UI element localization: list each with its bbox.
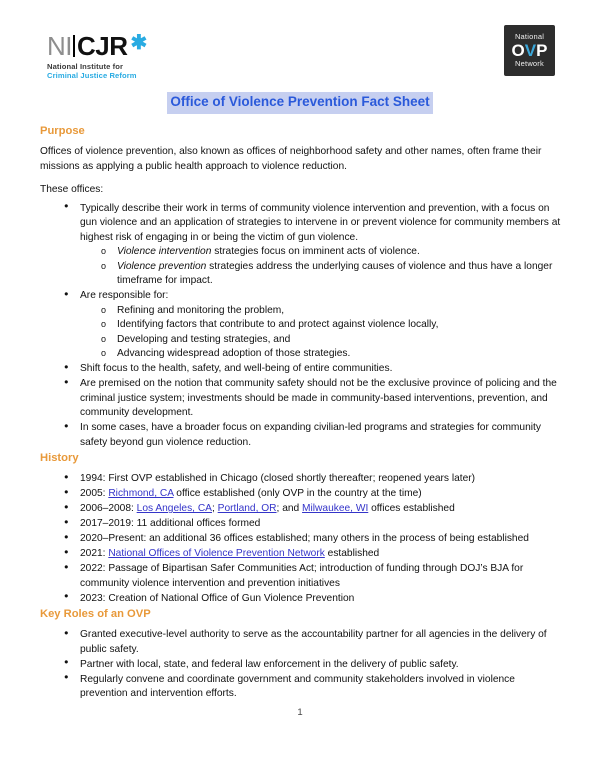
- history-sep-2: ; and: [276, 503, 303, 515]
- violence-intervention-term: Violence intervention: [117, 246, 212, 258]
- list-item: [63, 487, 564, 501]
- ovp-logo-line1: National: [514, 32, 545, 41]
- ovp-logo-o: O: [511, 40, 525, 60]
- list-item: ● 2020–Present: an additional 36 offices established; many others in the process of being established: [63, 532, 564, 546]
- document-title-container: [0, 92, 600, 114]
- list-item: [100, 260, 564, 289]
- nicjr-logo: [47, 33, 197, 80]
- document-header: [0, 0, 600, 78]
- ovp-logo-v: V: [524, 40, 537, 60]
- list-item: [63, 547, 564, 561]
- purpose-lead-in: These offices:: [40, 184, 104, 196]
- list-item: ● 1994: First OVP established in Chicago (closed shortly thereafter; reopened years later): [63, 472, 564, 486]
- list-item: [100, 245, 564, 259]
- ovp-logo-acronym: [504, 42, 555, 60]
- nicjr-divider-bar: [73, 35, 75, 57]
- list-item: [63, 289, 564, 361]
- section-heading-key-roles: Key Roles of an OVP: [40, 607, 151, 620]
- list-item: o Advancing widespread adoption of those strategies.: [100, 347, 564, 361]
- link-richmond-ca[interactable]: Richmond, CA: [108, 488, 174, 500]
- section-heading-history: History: [40, 451, 79, 464]
- violence-prevention-term: Violence prevention: [117, 260, 207, 272]
- history-2006-suffix: offices established: [368, 503, 455, 515]
- page-title: Office of Violence Prevention Fact Sheet: [167, 92, 432, 114]
- national-ovp-network-logo: [504, 25, 555, 76]
- key-roles-bullet-list: [40, 628, 564, 701]
- list-item: ● Are premised on the notion that community safety should not be the exclusive province of policing and the criminal justice system; investments should be made in community-based interventions, prevention, and community development.: [63, 377, 564, 420]
- violence-prevention-desc: strategies address the underlying causes of violence and thus have a longer timeframe for impact.: [117, 260, 553, 287]
- history-sep-1: ;: [211, 503, 218, 515]
- page-number: 1: [297, 707, 303, 718]
- list-item: ● Granted executive-level authority to serve as the accountability partner for all agencies in the delivery of public safety.: [63, 628, 564, 657]
- document-body: [0, 124, 600, 702]
- list-item: ● 2017–2019: 11 additional offices formed: [63, 517, 564, 531]
- link-national-ovp-network[interactable]: National Offices of Violence Prevention Network: [108, 548, 325, 560]
- list-item: ● In some cases, have a broader focus on expanding civilian-led programs and strategies for community safety beyond gun violence reduction.: [63, 421, 564, 450]
- history-2005-prefix: 2005:: [80, 488, 109, 500]
- list-item: [63, 502, 564, 516]
- list-item: [63, 202, 564, 289]
- purpose-intro-paragraph: Offices of violence prevention, also known as offices of neighborhood safety and other names, often frame their missions as applying a public health approach to violence reduction.: [40, 146, 542, 172]
- list-item: o Developing and testing strategies, and: [100, 333, 564, 347]
- nicjr-ni-text: NI: [47, 31, 72, 61]
- purpose-sublist-2: [80, 304, 564, 362]
- ovp-logo-p: P: [536, 40, 548, 60]
- purpose-bullet-list: [40, 202, 564, 450]
- nicjr-wordmark: [47, 33, 197, 59]
- link-portland-or[interactable]: Portland, OR: [217, 503, 277, 515]
- list-item: ● 2023: Creation of National Office of Gun Violence Prevention: [63, 592, 564, 606]
- nicjr-tagline-line1: National Institute for: [47, 62, 124, 71]
- link-milwaukee-wi[interactable]: Milwaukee, WI: [302, 503, 369, 515]
- history-2021-prefix: 2021:: [80, 548, 109, 560]
- list-item: o Identifying factors that contribute to and protect against violence locally,: [100, 318, 564, 332]
- list-item: o Refining and monitoring the problem,: [100, 304, 564, 318]
- purpose-sublist-1: [80, 245, 564, 288]
- history-bullet-list: [40, 472, 564, 606]
- list-item: ● Regularly convene and coordinate government and community stakeholders involved in violence prevention and intervention efforts.: [63, 673, 564, 702]
- history-2006-prefix: 2006–2008:: [80, 503, 137, 515]
- section-heading-purpose: Purpose: [40, 124, 85, 137]
- star-icon: ✱: [130, 32, 147, 54]
- violence-intervention-desc: strategies focus on imminent acts of violence.: [211, 246, 420, 258]
- list-item: ● Shift focus to the health, safety, and well-being of entire communities.: [63, 362, 564, 376]
- purpose-bullet-2-text: Are responsible for:: [80, 290, 169, 302]
- history-2021-suffix: established: [324, 548, 380, 560]
- nicjr-cjr-text: CJR: [77, 31, 128, 61]
- ovp-logo-line3: Network: [515, 59, 544, 69]
- nicjr-tagline-line2: Criminal Justice Reform: [47, 71, 137, 80]
- list-item: ● 2022: Passage of Bipartisan Safer Communities Act; introduction of funding through DOJ’s BJA for community violence intervention and prevention initiatives: [63, 562, 564, 591]
- link-los-angeles-ca[interactable]: Los Angeles, CA: [136, 503, 212, 515]
- history-2005-suffix: office established (only OVP in the country at the time): [173, 488, 422, 500]
- purpose-bullet-1-text: Typically describe their work in terms of community violence intervention and prevention, with a focus on gun violence and an application of strategies to intervene in or prevent violence for community members at highest risk of engaging in or being the victim of gun violence.: [80, 202, 561, 243]
- list-item: ● Partner with local, state, and federal law enforcement in the delivery of public safety.: [63, 658, 564, 672]
